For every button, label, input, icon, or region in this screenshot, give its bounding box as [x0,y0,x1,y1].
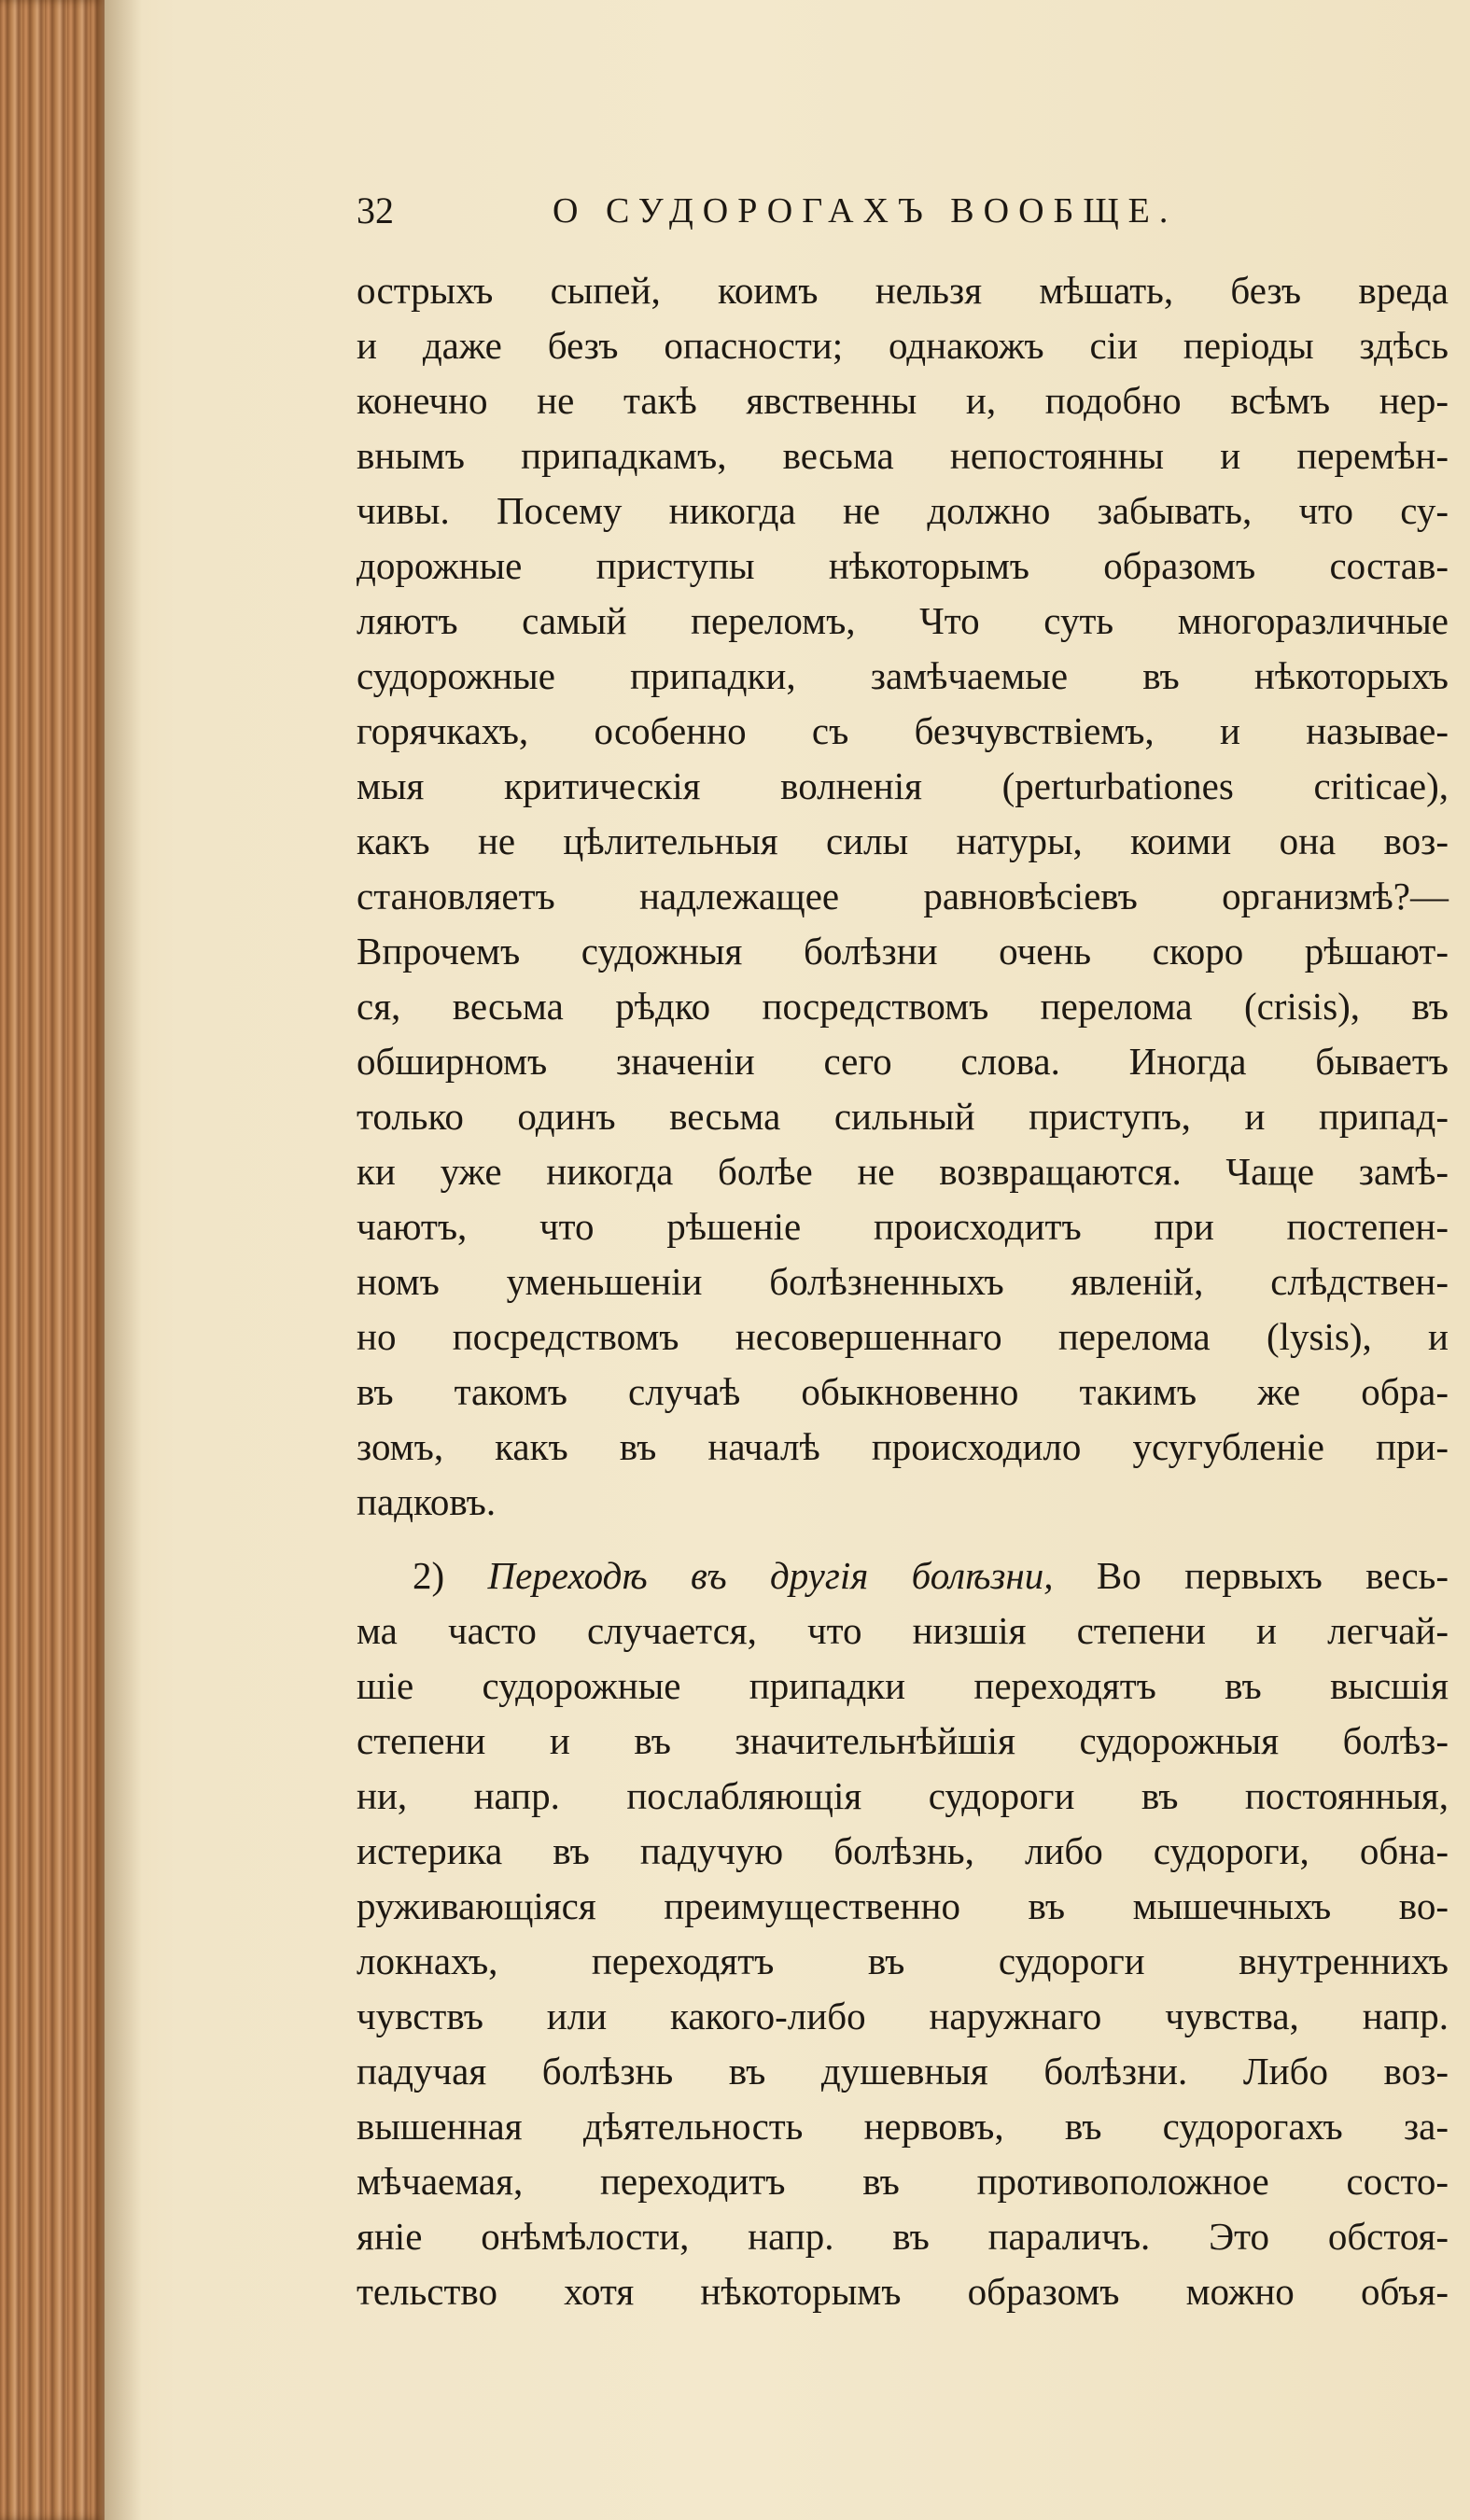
text-line: зомъ, какъ въ началѣ происходило усугубленіе при- [357,1425,1449,1468]
text-line: какъ не цѣлительныя силы натуры, коими она воз- [357,819,1449,862]
text-line: въ такомъ случаѣ обыкновенно такимъ же обра- [357,1370,1449,1413]
text-line: внымъ припадкамъ, весьма непостоянны и перемѣн- [357,434,1449,477]
paragraph-heading: Переходѣ въ другія болѣзни, [487,1554,1054,1597]
text-line: горячкахъ, особенно съ безчувствіемъ, и называе- [357,709,1449,752]
text-line: и даже безъ опасности; однакожъ сіи періоды здѣсь [357,324,1449,367]
text-line: дорожные приступы нѣкоторымъ образомъ состав- [357,544,1449,587]
text-line: номъ уменьшеніи болѣзненныхъ явленій, слѣдствен- [357,1260,1449,1303]
paragraph-first-line-text: Во первыхъ весь- [1096,1554,1449,1597]
text-line: ляютъ самый переломъ, Что суть многоразличные [357,599,1449,642]
text-line: ся, весьма рѣдко посредствомъ перелома (crisis), въ [357,985,1449,1028]
text-line: шіе судорожные припадки переходятъ въ высшія [357,1664,1449,1707]
text-line: становляетъ надлежащее равновѣсіевъ организмѣ?— [357,875,1449,917]
text-line: только одинъ весьма сильный приступъ, и припад- [357,1095,1449,1138]
book-binding-edge [0,0,105,2520]
text-line: судорожные припадки, замѣчаемые въ нѣкоторыхъ [357,654,1449,697]
page-number: 32 [357,189,394,231]
text-line: падковъ. [357,1480,497,1523]
text-line: обширномъ значеніи сего слова. Иногда бываетъ [357,1040,1449,1083]
text-line: локнахъ, переходятъ въ судороги внутреннихъ [357,1939,1449,1982]
text-line: вышенная дѣятельность нервовъ, въ судорогахъ за- [357,2105,1449,2148]
text-line: падучая болѣзнь въ душевныя болѣзни. Либо воз- [357,2050,1449,2093]
text-line: конечно не такѣ явственны и, подобно всѣмъ нер- [357,379,1449,422]
text-line: мыя критическія волненія (perturbationes criticae), [357,764,1449,807]
running-title: О СУДОРОГАХЪ ВООБЩЕ. [553,191,1178,231]
text-line: истерика въ падучую болѣзнь, либо судороги, обна- [357,1829,1449,1872]
text-line: ма часто случается, что низшія степени и легчай- [357,1609,1449,1652]
text-line: тельство хотя нѣкоторымъ образомъ можно объя- [357,2270,1449,2313]
text-line: степени и въ значительнѣйшія судорожныя болѣз- [357,1719,1449,1762]
gutter-shadow [105,0,142,2520]
running-head [357,183,1439,239]
text-line: ни, напр. послабляющія судороги въ постоянныя, [357,1774,1449,1817]
text-line: яніе онѣмѣлости, напр. въ параличъ. Это обстоя- [357,2215,1449,2258]
text-line: ки уже никогда болѣе не возвращаются. Чаще замѣ- [357,1150,1449,1193]
paragraph-2-first-line [357,1548,1449,1603]
text-line: Впрочемъ судожныя болѣзни очень скоро рѣшают- [357,930,1449,973]
text-line: руживающіяся преимущественно въ мышечныхъ во- [357,1884,1449,1927]
text-line: чувствъ или какого-либо наружнаго чувства, напр. [357,1995,1449,2037]
text-line: но посредствомъ несовершеннаго перелома (lysis), и [357,1315,1449,1358]
text-line: мѣчаемая, переходитъ въ противоположное состо- [357,2160,1449,2203]
text-line: чивы. Посему никогда не должно забывать, что су- [357,489,1449,532]
body-text [357,263,1449,2319]
paragraph-number: 2) [413,1554,445,1597]
text-line: острыхъ сыпей, коимъ нельзя мѣшать, безъ вреда [357,269,1449,312]
text-line: чаютъ, что рѣшеніе происходитъ при постепен- [357,1205,1449,1248]
